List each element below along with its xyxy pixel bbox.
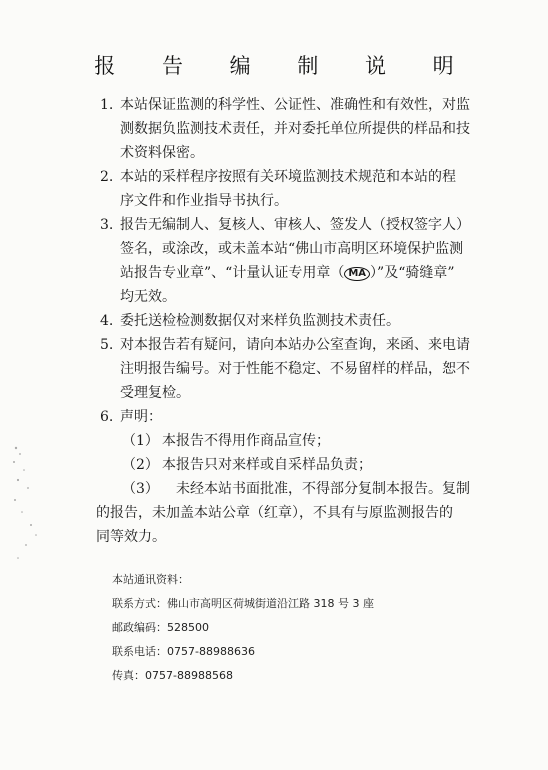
declaration-3-text: 未经本站书面批准，不得部分复制本报告。复制 <box>176 481 470 497</box>
item-6-line-1: 声明： <box>120 409 162 425</box>
item-2-line-1: 本站的采样程序按照有关环境监测技术规范和本站的程 <box>120 169 456 185</box>
declaration-1-text: 本报告不得用作商品宣传； <box>162 433 330 449</box>
item-4-number: 4. <box>100 313 114 329</box>
item-3-line-3-part-b: ）”及“骑缝章” <box>370 265 455 281</box>
item-3-line-4: 均无效。 <box>120 289 176 305</box>
item-1-line-2: 测数据负监测技术责任，并对委托单位所提供的样品和技 <box>120 121 470 137</box>
ma-certification-mark: MA <box>344 267 370 281</box>
item-3-line-3 <box>120 264 455 282</box>
item-6-number: 6. <box>100 409 114 425</box>
item-3-line-3-part-a: 站报告专业章”、“计量认证专用章（ <box>120 265 345 281</box>
declaration-2-number: （2） <box>122 457 159 473</box>
item-3-line-1: 报告无编制人、复核人、审核人、签发人（授权签字人） <box>120 217 470 233</box>
declaration-3-continuation-2: 同等效力。 <box>96 529 166 545</box>
scan-smudge <box>6 440 46 570</box>
item-1-number: 1. <box>100 97 114 113</box>
contact-postcode: 邮政编码：528500 <box>112 621 209 634</box>
item-5-line-2: 注明报告编号。对于性能不稳定、不易留样的样品，恕不 <box>120 361 470 377</box>
item-5-line-1: 对本报告若有疑问，请向本站办公室查询，来函、来电请 <box>120 337 470 353</box>
item-2-number: 2. <box>100 169 114 185</box>
declaration-1-number: （1） <box>122 433 159 449</box>
item-1-line-1: 本站保证监测的科学性、公证性、准确性和有效性，对监 <box>120 97 470 113</box>
item-3-line-2: 签名，或涂改，或未盖本站“佛山市高明区环境保护监测 <box>120 241 464 257</box>
declaration-3-number: （3） <box>122 481 159 497</box>
contact-fax: 传真：0757-88988568 <box>112 669 233 682</box>
item-4-line-1: 委托送检检测数据仅对来样负监测技术责任。 <box>120 313 400 329</box>
declaration-2-text: 本报告只对来样或自采样品负责； <box>162 457 372 473</box>
contact-heading: 本站通讯资料： <box>112 573 189 586</box>
item-5-number: 5. <box>100 337 114 353</box>
item-3-number: 3. <box>100 217 114 233</box>
item-5-line-3: 受理复检。 <box>120 385 190 401</box>
item-1-line-3: 术资料保密。 <box>120 145 204 161</box>
page-title: 报 告 编 制 说 明 <box>94 54 474 78</box>
declaration-3-continuation-1: 的报告，未加盖本站公章（红章），不具有与原监测报告的 <box>96 505 453 521</box>
contact-phone: 联系电话：0757-88988636 <box>112 645 255 658</box>
item-2-line-2: 序文件和作业指导书执行。 <box>120 193 288 209</box>
contact-address: 联系方式：佛山市高明区荷城街道沿江路 318 号 3 座 <box>112 597 374 610</box>
